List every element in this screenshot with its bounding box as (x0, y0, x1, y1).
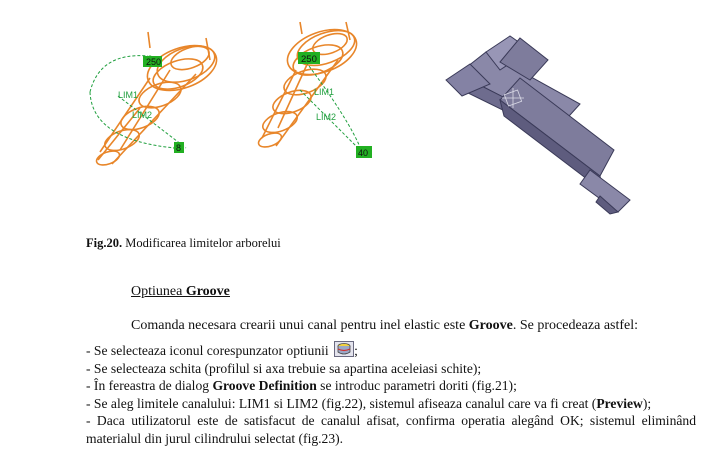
intro-paragraph (131, 318, 638, 334)
mid-lim2-label: LIM2 (316, 112, 337, 122)
step-3 (86, 377, 696, 395)
right-solid-shaft (446, 36, 630, 214)
step-3-bold: Groove Definition (212, 378, 317, 394)
middle-wireframe-shaft (257, 21, 372, 158)
step-4-bold: Preview (596, 395, 643, 411)
mid-dim-label: 250 (301, 54, 317, 65)
section-name: Groove (185, 284, 230, 299)
figure-caption-text: Modificarea limitelor arborelui (122, 236, 281, 250)
left-dim-label: 250 (146, 57, 162, 67)
intro-bold: Groove (468, 318, 513, 333)
step-3-before: - În fereastra de dialog (86, 378, 213, 394)
figure-number: Fig.20. (86, 236, 123, 250)
step-4 (86, 395, 696, 413)
step-1: - Se selecteaza iconul corespunzator optiunii ; (86, 343, 358, 358)
left-end-label: 8 (176, 143, 182, 153)
left-lim2-label: LIM2 (132, 110, 153, 120)
step-4-after: ); (642, 395, 652, 411)
step-3-after: se introduc parametri doriti (fig.21); (316, 378, 517, 394)
left-wireframe-shaft (90, 32, 223, 168)
step-2: - Se selecteaza schita (profilul si axa trebuie sa apartina aceleiasi schite); (86, 360, 482, 376)
steps-list (86, 341, 696, 448)
step-5: - Daca utilizatorul este de satisfacut de canalul afisat, confirma operatia alegând OK; sistemul eliminând materialul din jurul cilindrului selectat (fig.23). (86, 413, 696, 446)
step-1-text: - Se selecteaza iconul corespunzator optiunii (86, 343, 333, 358)
mid-lim1-label: LIM1 (314, 87, 335, 97)
groove-tool-icon (334, 341, 354, 357)
mid-end-label: 40 (358, 148, 369, 158)
intro-after: . Se procedeaza astfel: (512, 318, 639, 333)
intro-before: Comanda necesara crearii unui canal pentru inel elastic este (131, 318, 469, 333)
left-lim1-label: LIM1 (118, 90, 139, 100)
step-4-before: - Se aleg limitele canalului: LIM1 si LIM2 (fig.22), sistemul afiseaza canalul care va fi creat ( (86, 395, 597, 411)
section-heading (131, 284, 230, 300)
section-prefix: Optiunea (131, 284, 186, 299)
figure-20 (0, 0, 728, 225)
figure-caption (86, 236, 281, 251)
